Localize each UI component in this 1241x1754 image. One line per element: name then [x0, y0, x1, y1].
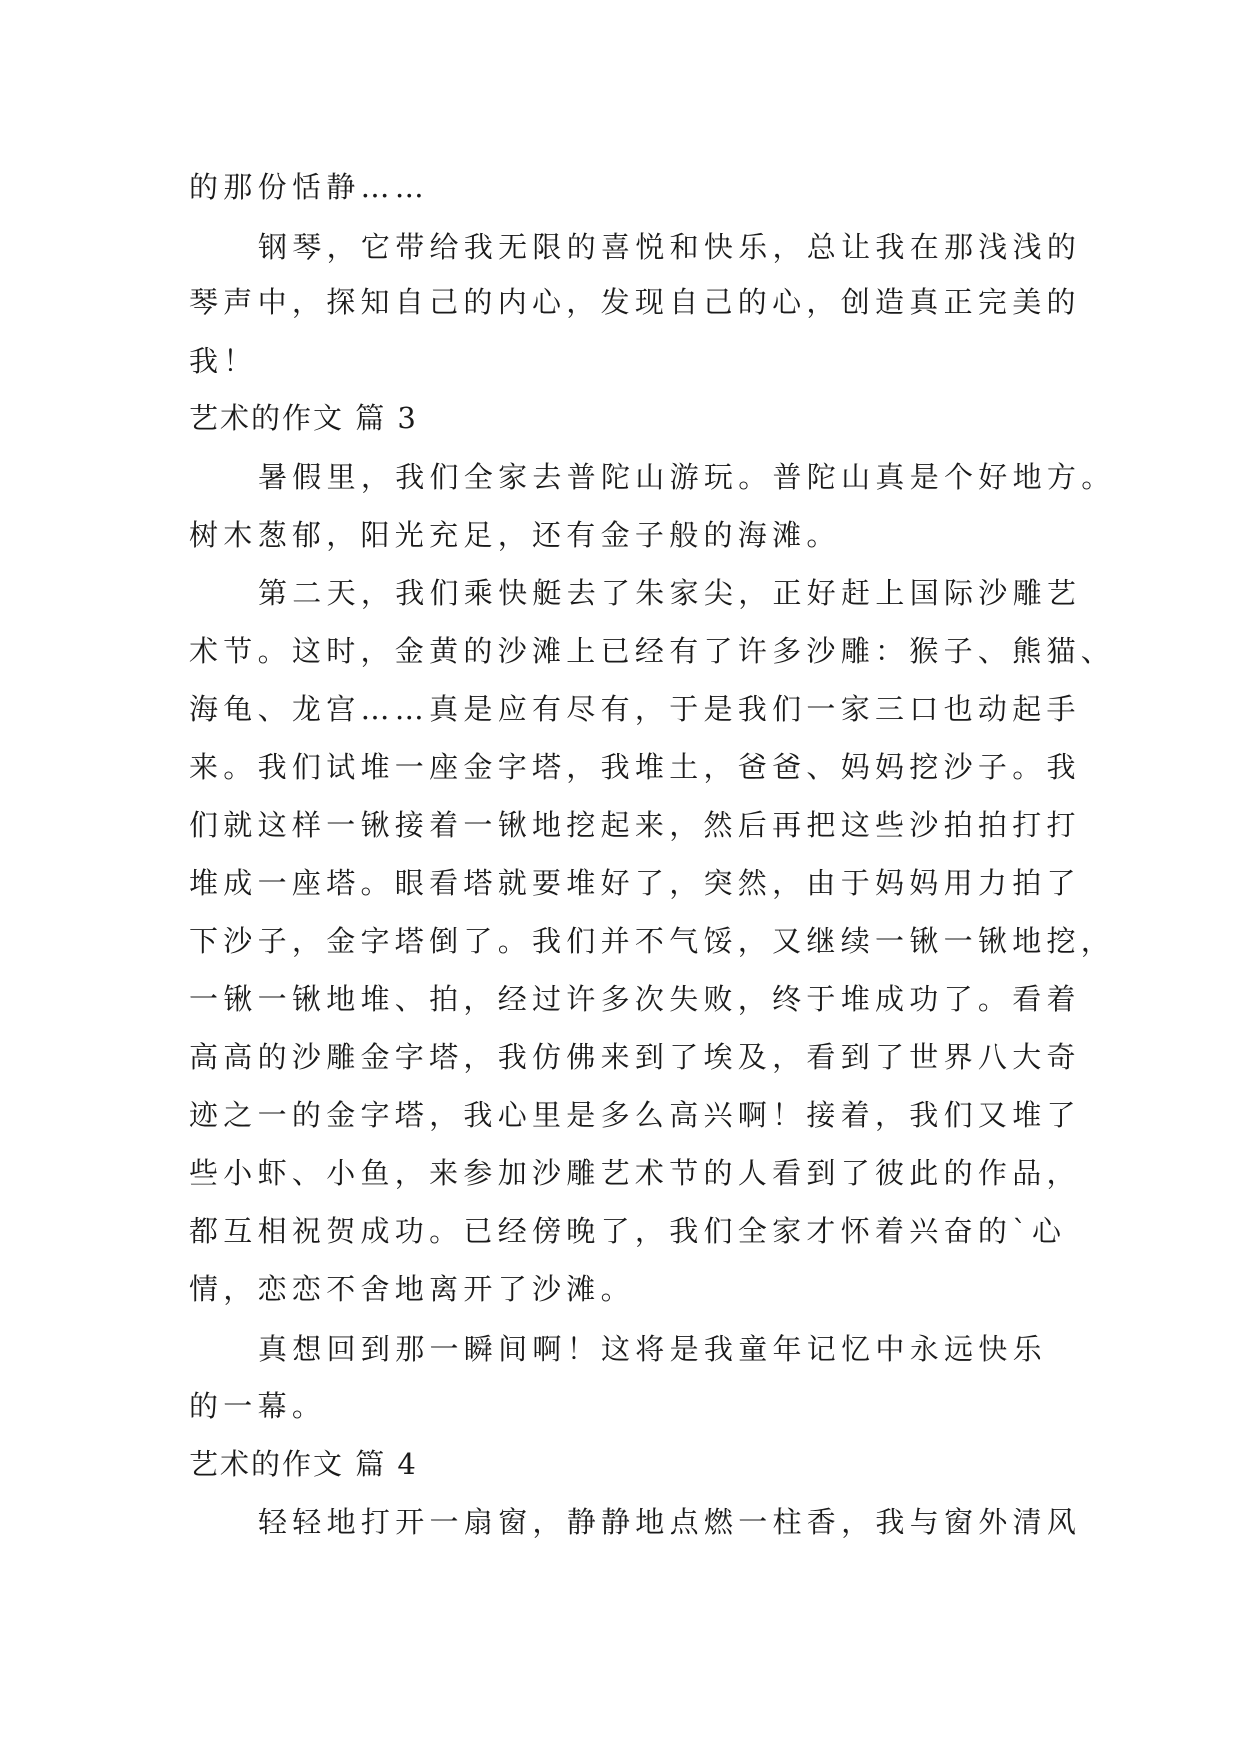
- text-line: 的一幕。: [189, 1389, 327, 1423]
- text-line: 高高的沙雕金字塔，我仿佛来到了埃及，看到了世界八大奇: [189, 1040, 1081, 1074]
- text-line: 迹之一的金字塔，我心里是多么高兴啊！接着，我们又堆了: [189, 1098, 1081, 1132]
- text-line: 我！: [189, 344, 258, 378]
- paragraph-line: 第二天，我们乘快艇去了朱家尖，正好赶上国际沙雕艺: [258, 576, 1082, 610]
- text-line: 术节。这时，金黄的沙滩上已经有了许多沙雕：猴子、熊猫、: [189, 634, 1116, 668]
- paragraph-line: 轻轻地打开一扇窗，静静地点燃一柱香，我与窗外清风: [258, 1505, 1082, 1539]
- text-line: 堆成一座塔。眼看塔就要堆好了，突然，由于妈妈用力拍了: [189, 866, 1081, 900]
- section-heading: 艺术的作文 篇 4: [189, 1447, 418, 1481]
- text-line: 一锹一锹地堆、拍，经过许多次失败，终于堆成功了。看着: [189, 982, 1081, 1016]
- text-line: 些小虾、小鱼，来参加沙雕艺术节的人看到了彼此的作品，: [189, 1156, 1081, 1190]
- text-line: 琴声中，探知自己的内心，发现自己的心，创造真正完美的: [189, 285, 1081, 319]
- text-line: 来。我们试堆一座金字塔，我堆土，爸爸、妈妈挖沙子。我: [189, 750, 1081, 784]
- text-line: 们就这样一锹接着一锹地挖起来，然后再把这些沙拍拍打打: [189, 808, 1081, 842]
- paragraph-line: 暑假里，我们全家去普陀山游玩。普陀山真是个好地方。: [258, 460, 1116, 494]
- text-line: 树木葱郁，阳光充足，还有金子般的海滩。: [189, 518, 841, 552]
- paragraph-line: 真想回到那一瞬间啊！这将是我童年记忆中永远快乐: [258, 1332, 1047, 1366]
- text-line: 情，恋恋不舍地离开了沙滩。: [189, 1272, 635, 1306]
- text-line: 都互相祝贺成功。已经傍晚了，我们全家才怀着兴奋的`心: [189, 1214, 1067, 1248]
- paragraph-line: 钢琴，它带给我无限的喜悦和快乐，总让我在那浅浅的: [258, 230, 1082, 264]
- section-heading: 艺术的作文 篇 3: [189, 401, 418, 435]
- text-line: 的那份恬静……: [189, 170, 430, 204]
- text-line: 海龟、龙宫……真是应有尽有，于是我们一家三口也动起手: [189, 692, 1081, 726]
- text-line: 下沙子，金字塔倒了。我们并不气馁，又继续一锹一锹地挖，: [189, 924, 1116, 958]
